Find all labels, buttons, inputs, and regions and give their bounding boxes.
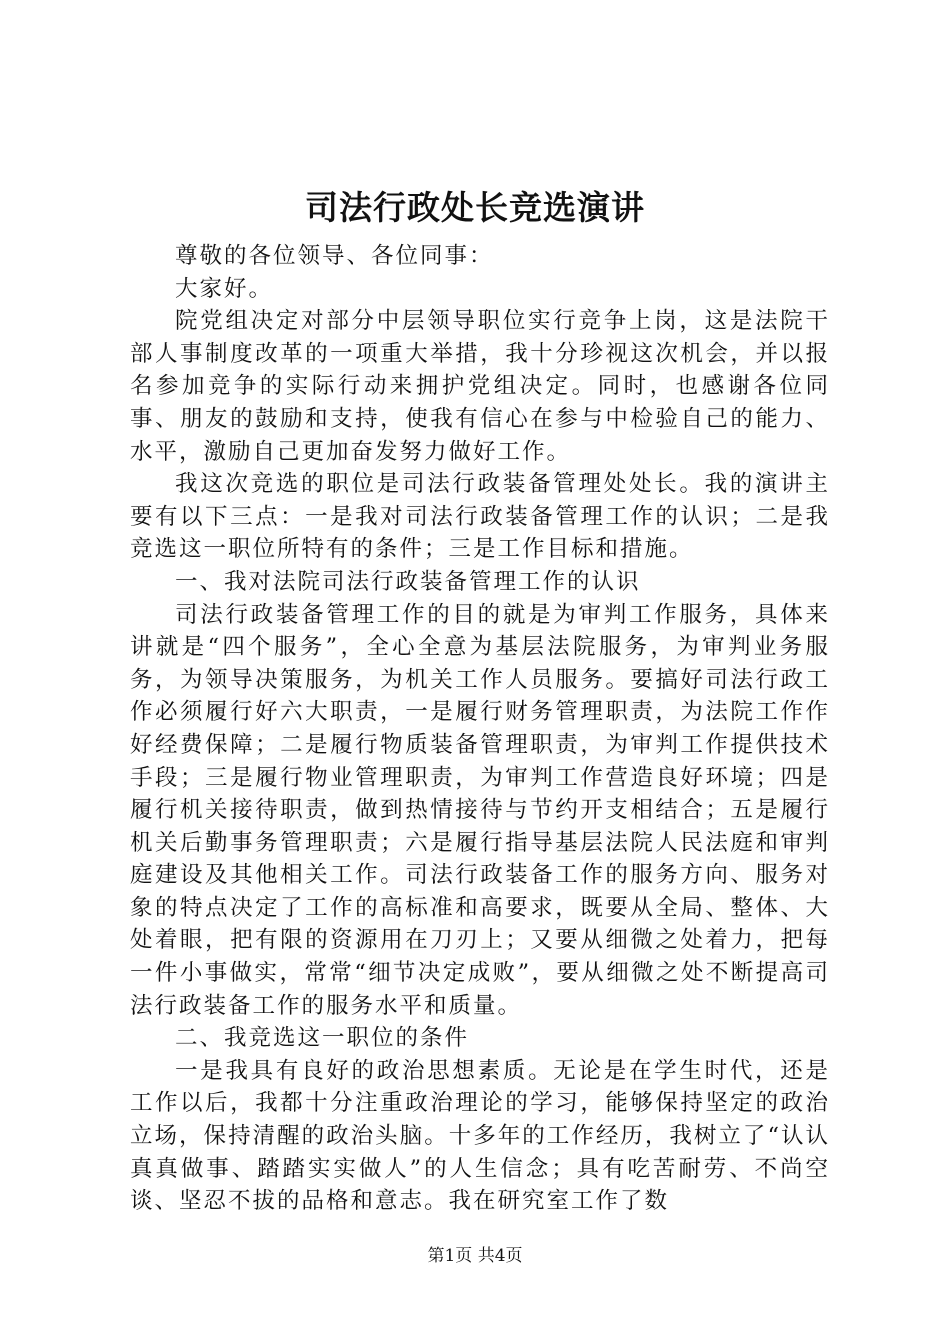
section-heading-2: 二、我竞选这一职位的条件 [175,1025,470,1052]
section-heading-1: 一、我对法院司法行政装备管理工作的认识 [175,568,641,595]
greeting: 大家好。 [175,275,274,302]
document-body [130,240,830,1218]
page-number-footer: 第1页 共4页 [427,1246,523,1266]
paragraph-outline: 我这次竞选的职位是司法行政装备管理处处长。我的演讲主要有以下三点：一是我对司法行政装备管理工作的认识；二是我竞选这一职位所特有的条件；三是工作目标和措施。 [130,471,830,563]
paragraph-intro: 院党组决定对部分中层领导职位实行竞争上岗，这是法院干部人事制度改革的一项重大举措，我十分珍视这次机会，并以报名参加竞争的实际行动来拥护党组决定。同时，也感谢各位同事、朋友的鼓励和支持，使我有信心在参与中检验自己的能力、水平，激励自己更加奋发努力做好工作。 [130,308,830,465]
document-title: 司法行政处长竞选演讲 [305,188,645,227]
salutation: 尊敬的各位领导、各位同事： [175,243,494,269]
paragraph-section-2: 一是我具有良好的政治思想素质。无论是在学生时代，还是工作以后，我都十分注重政治理论的学习，能够保持坚定的政治立场，保持清醒的政治头脑。十多年的工作经历，我树立了“认认真真做事、踏踏实实做人”的人生信念；具有吃苦耐劳、不尚空谈、坚忍不拔的品格和意志。我在研究室工作了数 [130,1057,830,1215]
paragraph-section-1: 司法行政装备管理工作的目的就是为审判工作服务，具体来讲就是“四个服务”，全心全意为基层法院服务，为审判业务服务，为领导决策服务，为机关工作人员服务。要搞好司法行政工作必须履行好六大职责，一是履行财务管理职责，为法院工作作好经费保障；二是履行物质装备管理职责，为审判工作提供技术手段；三是履行物业管理职责，为审判工作营造良好环境；四是履行机关接待职责，做到热情接待与节约开支相结合；五是履行机关后勤事务管理职责；六是履行指导基层法院人民法庭和审判庭建设及其他相关工作。司法行政装备工作的服务方向、服务对象的特点决定了工作的高标准和高要求，既要从全局、整体、大处着眼，把有限的资源用在刀刃上；又要从细微之处着力，把每一件小事做实，常常“细节决定成败”，要从细微之处不断提高司法行政装备工作的服务水平和质量。 [130,601,830,1019]
